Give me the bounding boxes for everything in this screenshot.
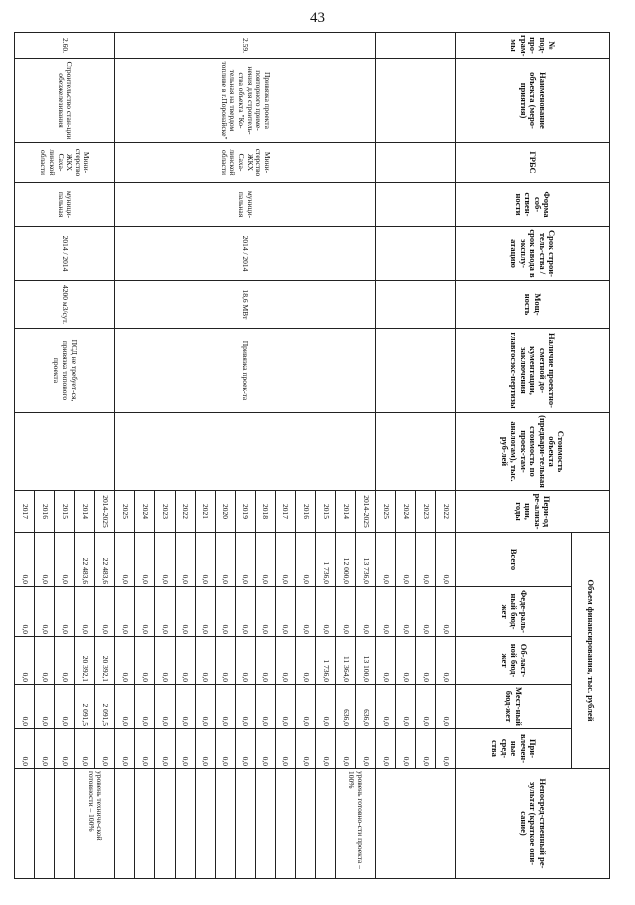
attracted-cell: 0,0 [55, 729, 75, 769]
year-cell: 2016 [35, 491, 55, 533]
regional-cell: 0,0 [55, 637, 75, 685]
total-cell: 0,0 [115, 533, 135, 587]
regional-cell: 0,0 [215, 637, 235, 685]
local-cell: 0,0 [315, 685, 335, 729]
year-cell: 2014-2025 [355, 491, 375, 533]
federal-cell: 0,0 [115, 587, 135, 637]
federal-cell: 0,0 [315, 587, 335, 637]
local-cell: 0,0 [435, 685, 455, 729]
federal-cell: 0,0 [275, 587, 295, 637]
table-row [355, 33, 375, 879]
regional-cell: 20 392,1 [95, 637, 115, 685]
year-cell: 2022 [175, 491, 195, 533]
attracted-cell: 0,0 [175, 729, 195, 769]
project-docs: ПСД не требует-ся, привязка типового проекта [15, 329, 115, 413]
table-row [95, 33, 115, 879]
header-ownership: Форма соб-ствен-ности [456, 183, 610, 227]
project-grbs: Мини-стерство ЖКХ Саха-линской области [115, 143, 376, 183]
federal-cell: 0,0 [55, 587, 75, 637]
total-cell: 0,0 [295, 533, 315, 587]
attracted-cell: 0,0 [415, 729, 435, 769]
header-local: Мест-ный бюд-жет [456, 685, 572, 729]
header-capacity: Мощ-ность [456, 281, 610, 329]
federal-cell: 0,0 [435, 587, 455, 637]
regional-cell: 0,0 [15, 637, 35, 685]
total-cell: 0,0 [395, 533, 415, 587]
local-cell: 2 091,5 [75, 685, 95, 729]
year-cell: 2014 [335, 491, 355, 533]
local-cell: 0,0 [55, 685, 75, 729]
project-name: Привязка проекта повторного приме-нения для строитель-ства объекта "Ко-тельная на твердом топливе в г.Поронайске" [115, 59, 376, 143]
regional-cell: 0,0 [415, 637, 435, 685]
total-cell: 0,0 [415, 533, 435, 587]
attracted-cell: 0,0 [315, 729, 335, 769]
regional-cell: 11 364,0 [335, 637, 355, 685]
local-cell: 0,0 [295, 685, 315, 729]
federal-cell: 0,0 [355, 587, 375, 637]
project-cost [15, 413, 115, 491]
header-docs: Наличие проектно-сметной до-кументации, заключения главгосэкс-пертизы [456, 329, 610, 413]
attracted-cell: 0,0 [335, 729, 355, 769]
project-2-59 [115, 33, 376, 879]
header-result: Непосред-ственный ре-зультат (краткое опи-сание) [456, 769, 610, 879]
project-number: 2.59. [115, 33, 376, 59]
year-cell: 2014-2025 [95, 491, 115, 533]
total-cell: 1 736,0 [315, 533, 335, 587]
regional-cell: 0,0 [115, 637, 135, 685]
total-cell: 22 483,6 [75, 533, 95, 587]
federal-cell: 0,0 [35, 587, 55, 637]
result-empty-cell [235, 769, 255, 879]
attracted-cell: 0,0 [75, 729, 95, 769]
attracted-cell: 0,0 [255, 729, 275, 769]
year-cell: 2014 [75, 491, 95, 533]
attracted-cell: 0,0 [35, 729, 55, 769]
year-cell: 2024 [395, 491, 415, 533]
total-cell: 0,0 [215, 533, 235, 587]
result-empty-cell [175, 769, 195, 879]
total-cell: 12 000,0 [335, 533, 355, 587]
total-cell: 0,0 [195, 533, 215, 587]
header-period: Пери-од ре-ализа-ции, годы [456, 491, 610, 533]
total-cell: 22 483,6 [95, 533, 115, 587]
result-empty-cell [15, 769, 35, 879]
header-grbs: ГРБС [456, 143, 610, 183]
header-regional: Об-ласт-ной бюд-жет [456, 637, 572, 685]
regional-cell: 0,0 [435, 637, 455, 685]
total-cell: 0,0 [55, 533, 75, 587]
result-empty-cell [55, 769, 75, 879]
total-cell: 0,0 [255, 533, 275, 587]
regional-cell: 0,0 [375, 637, 395, 685]
total-cell: 0,0 [175, 533, 195, 587]
table-row [435, 33, 455, 879]
attracted-cell: 0,0 [275, 729, 295, 769]
federal-cell: 0,0 [195, 587, 215, 637]
local-cell: 636,0 [335, 685, 355, 729]
year-cell: 2024 [135, 491, 155, 533]
regional-cell: 0,0 [135, 637, 155, 685]
local-cell: 0,0 [15, 685, 35, 729]
result-empty-cell [155, 769, 175, 879]
attracted-cell: 0,0 [215, 729, 235, 769]
project-number: 2.60. [15, 33, 115, 59]
header-attracted: При-влечен-ные сред-ства [456, 729, 572, 769]
project-ownership: муници-пальная [15, 183, 115, 227]
regional-cell: 13 100,0 [355, 637, 375, 685]
federal-cell: 0,0 [395, 587, 415, 637]
result-empty-cell [35, 769, 55, 879]
project-capacity: 18,6 МВт [115, 281, 376, 329]
local-cell: 0,0 [195, 685, 215, 729]
regional-cell: 0,0 [155, 637, 175, 685]
header-total: Всего [456, 533, 572, 587]
project-term: 2014 / 2014 [15, 227, 115, 281]
year-cell: 2020 [215, 491, 235, 533]
result-empty-cell [275, 769, 295, 879]
header-term: Срок строи-тель-ства / срок ввода в эксплу-атацию [456, 227, 610, 281]
year-cell: 2017 [15, 491, 35, 533]
regional-cell: 0,0 [275, 637, 295, 685]
result-empty-cell [195, 769, 215, 879]
federal-cell: 0,0 [255, 587, 275, 637]
year-cell: 2023 [415, 491, 435, 533]
funding-table [14, 32, 610, 879]
attracted-cell: 0,0 [115, 729, 135, 769]
year-cell: 2015 [55, 491, 75, 533]
year-cell: 2025 [375, 491, 395, 533]
federal-cell: 0,0 [75, 587, 95, 637]
federal-cell: 0,0 [95, 587, 115, 637]
regional-cell: 1 736,0 [315, 637, 335, 685]
result-empty-cell [115, 769, 135, 879]
total-cell: 0,0 [155, 533, 175, 587]
project-grbs: Мини-стерство ЖКХ Саха-линской области [15, 143, 115, 183]
header-name: Наименование объекта (меро-приятия) [456, 59, 610, 143]
attracted-cell: 0,0 [195, 729, 215, 769]
total-cell: 0,0 [35, 533, 55, 587]
header-num: № под-про-грам-мы [456, 33, 610, 59]
local-cell: 0,0 [275, 685, 295, 729]
project-ownership: муници-пальная [115, 183, 376, 227]
attracted-cell: 0,0 [235, 729, 255, 769]
total-cell: 0,0 [135, 533, 155, 587]
attracted-cell: 0,0 [435, 729, 455, 769]
attracted-cell: 0,0 [95, 729, 115, 769]
year-cell: 2017 [275, 491, 295, 533]
federal-cell: 0,0 [175, 587, 195, 637]
local-cell: 0,0 [155, 685, 175, 729]
regional-cell: 20 392,1 [75, 637, 95, 685]
rotated-table-container [14, 32, 610, 878]
local-cell: 0,0 [415, 685, 435, 729]
total-cell: 0,0 [275, 533, 295, 587]
regional-cell: 0,0 [395, 637, 415, 685]
regional-cell: 0,0 [195, 637, 215, 685]
federal-cell: 0,0 [235, 587, 255, 637]
project-term: 2014 / 2014 [115, 227, 376, 281]
federal-cell: 0,0 [335, 587, 355, 637]
attracted-cell: 0,0 [15, 729, 35, 769]
result-empty-cell [215, 769, 235, 879]
federal-cell: 0,0 [415, 587, 435, 637]
header-cost: Стоимость объекта (предвари-тельная стоимость по проек-там-аналогам), тыс. руб-лей [456, 413, 610, 491]
regional-cell: 0,0 [175, 637, 195, 685]
regional-cell: 0,0 [295, 637, 315, 685]
regional-cell: 0,0 [35, 637, 55, 685]
local-cell: 0,0 [35, 685, 55, 729]
attracted-cell: 0,0 [135, 729, 155, 769]
year-cell: 2015 [315, 491, 335, 533]
header-funding: Объем финансирования, тыс. рублей [572, 533, 610, 769]
attracted-cell: 0,0 [395, 729, 415, 769]
result-empty-cell [255, 769, 275, 879]
year-cell: 2021 [195, 491, 215, 533]
local-cell: 636,0 [355, 685, 375, 729]
header-federal: Феде-раль-ный бюд-жет [456, 587, 572, 637]
result-empty-cell [135, 769, 155, 879]
regional-cell: 0,0 [255, 637, 275, 685]
project-2-60 [15, 33, 115, 879]
regional-cell: 0,0 [235, 637, 255, 685]
page-number: 43 [310, 10, 325, 26]
total-cell: 13 736,0 [355, 533, 375, 587]
local-cell: 0,0 [135, 685, 155, 729]
year-cell: 2019 [235, 491, 255, 533]
local-cell: 0,0 [235, 685, 255, 729]
local-cell: 0,0 [375, 685, 395, 729]
local-cell: 0,0 [395, 685, 415, 729]
local-cell: 0,0 [175, 685, 195, 729]
federal-cell: 0,0 [155, 587, 175, 637]
project-capacity: 4200 м3/сут. [15, 281, 115, 329]
year-cell: 2018 [255, 491, 275, 533]
federal-cell: 0,0 [375, 587, 395, 637]
project-name: Строительство стан-ции обезжелезивания [15, 59, 115, 143]
year-cell: 2016 [295, 491, 315, 533]
total-cell: 0,0 [15, 533, 35, 587]
year-cell: 2022 [435, 491, 455, 533]
year-cell: 2023 [155, 491, 175, 533]
local-cell: 0,0 [215, 685, 235, 729]
attracted-cell: 0,0 [375, 729, 395, 769]
total-cell: 0,0 [435, 533, 455, 587]
local-cell: 0,0 [115, 685, 135, 729]
federal-cell: 0,0 [135, 587, 155, 637]
local-cell: 2 091,5 [95, 685, 115, 729]
total-cell: 0,0 [235, 533, 255, 587]
project-result: уровень техниче-ской готовности – 100% [75, 769, 115, 879]
local-cell: 0,0 [255, 685, 275, 729]
federal-cell: 0,0 [15, 587, 35, 637]
result-empty-cell [315, 769, 335, 879]
total-cell: 0,0 [375, 533, 395, 587]
attracted-cell: 0,0 [155, 729, 175, 769]
federal-cell: 0,0 [295, 587, 315, 637]
project-docs: Привязка проек-та [115, 329, 376, 413]
project-result: уровень готовно-сти проекта – 100% [335, 769, 375, 879]
year-cell: 2025 [115, 491, 135, 533]
result-empty-cell [295, 769, 315, 879]
project-cost [115, 413, 376, 491]
attracted-cell: 0,0 [355, 729, 375, 769]
federal-cell: 0,0 [215, 587, 235, 637]
attracted-cell: 0,0 [295, 729, 315, 769]
